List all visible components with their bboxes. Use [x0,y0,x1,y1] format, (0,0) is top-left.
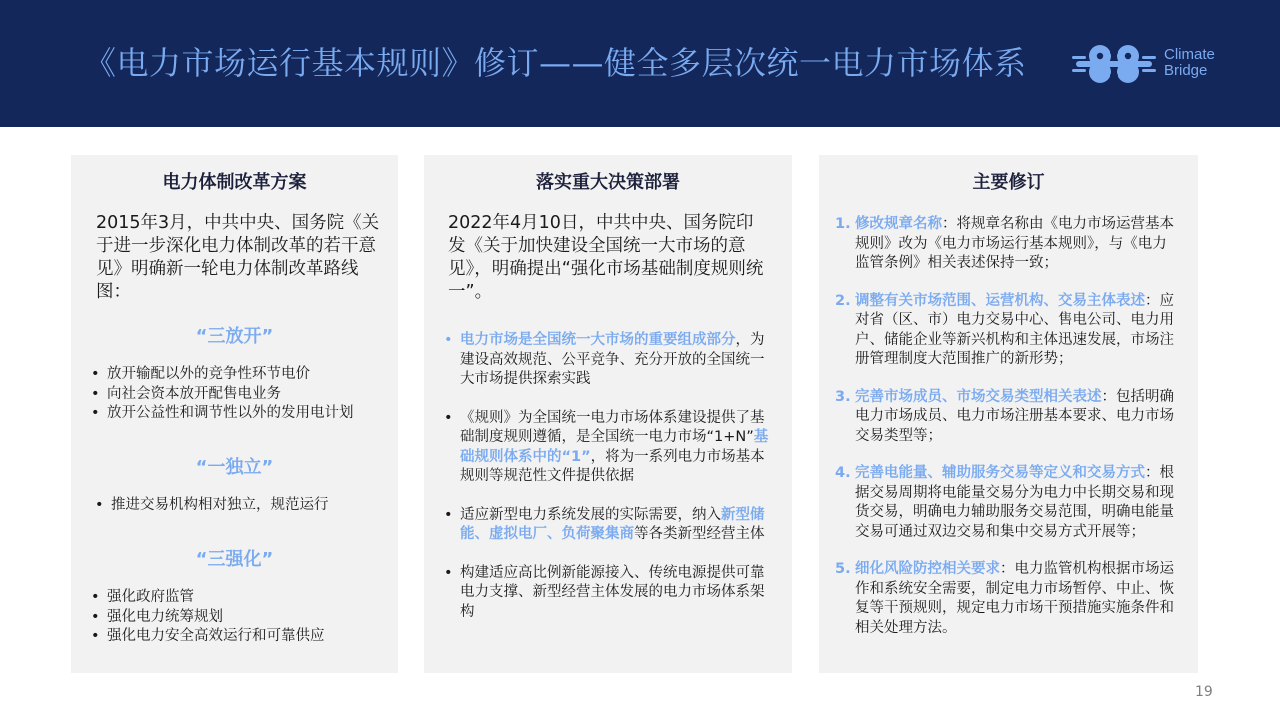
item-text: ：根据交易周期将电能量交易分为电力中长期交易和现货交易，明确电力辅助服务交易范围，明确电能量交易可通过双边交易和集中交易方式开展等； [855,465,1174,540]
item-text: ：电力监管机构根据市场运作和系统安全需要，制定电力市场暂停、中止、恢复等干预规则，规定电力市场干预措施实施条件和相关处理方法。 [855,561,1174,636]
item-number: 2. [835,292,851,309]
item-text: ：应对省（区、市）电力交易中心、售电公司、电力用户、储能企业等新兴机构和主体迅速发展，市场注册管理制度大范围推广的新形势； [855,292,1174,367]
list-one-independent [93,496,388,516]
list-three-open [89,365,389,424]
logo-text [1164,47,1215,79]
item-text: 等各类新型经营主体 [634,526,765,542]
item-number: 4. [835,465,851,481]
highlight-text: 完善市场成员、市场交易类型相关表述 [855,388,1102,405]
list-decisions [442,331,774,641]
item-text: ，为建设高效规范、公平竞争、充分开放的全国统一大市场提供探索实践 [460,332,765,387]
logo-line-1: Climate [1164,46,1215,63]
item-text: ：包括明确电力市场成员、电力市场注册基本要求、电力市场交易类型等； [855,388,1174,444]
panel-intro: 2022年4月10日，中共中央、国务院印发《关于加快建设全国统一大市场的意见》，明确提出“强化市场基础制度规则统一”。 [448,213,764,302]
list-item: • 构建适应高比例新能源接入、传统电源提供可靠电力支撑、新型经营主体发展的电力市场体系架构 [442,564,774,623]
list-revisions [835,215,1181,656]
list-item [835,292,1181,370]
highlight-text: 基础规则体系中的“1” [460,429,769,465]
header-banner [0,0,1280,127]
group-title-three-strengthen: “三强化” [195,549,274,570]
list-item: • 强化电力统筹规划 [89,608,389,628]
highlight-text: 细化风险防控相关要求 [855,561,1000,577]
list-item [835,388,1181,447]
panel-intro: 2015年3月，中共中央、国务院《关于进一步深化电力体制改革的若干意见》明确新一轮电力体制改革路线图： [96,213,380,302]
panel-heading: 主要修订 [972,172,1045,193]
list-item: • 放开输配以外的竞争性环节电价 [89,365,389,385]
item-text: ：将规章名称由《电力市场运营基本规则》改为《电力市场运行基本规则》，与《电力监管条例》相关表述保持一致； [855,216,1174,271]
group-title-one-independent: “一独立” [195,457,274,478]
item-text: 《规则》为全国统一电力市场体系建设提供了基础制度规则遵循，是全国统一电力市场“1+N” [460,409,765,445]
list-item [442,331,774,390]
highlight-text: 电力市场是全国统一大市场的重要组成部分 [460,332,736,348]
list-item [835,560,1181,638]
highlight-text: 调整有关市场范围、运营机构、交易主体表述 [855,292,1145,309]
list-item: • 强化政府监管 [89,588,389,608]
list-item: • 推进交易机构相对独立，规范运行 [93,496,388,516]
panel-reform-plan [71,155,398,673]
item-number: 5. [835,561,851,577]
list-item [442,409,774,487]
highlight-text: 完善电能量、辅助服务交易等定义和交易方式 [855,465,1145,481]
list-item: • 放开公益性和调节性以外的发用电计划 [89,404,389,424]
panel-heading: 落实重大决策部署 [536,172,680,193]
group-title-three-open: “三放开” [195,326,274,347]
list-item: • 强化电力安全高效运行和可靠供应 [89,627,389,647]
item-number: 1. [835,216,851,232]
slide-title: 《电力市场运行基本规则》修订——健全多层次统一电力市场体系 [84,44,1027,82]
climate-bridge-logo [1072,42,1232,86]
item-number: 3. [835,388,851,405]
logo-line-2: Bridge [1164,62,1208,79]
item-text: ，将为一系列电力市场基本规则等规范性文件提供依据 [460,448,765,484]
page-number: 19 [1195,684,1213,700]
panel-heading: 电力体制改革方案 [162,172,307,193]
panel-main-revisions [819,155,1198,673]
list-three-strengthen [89,588,389,647]
list-item [835,464,1181,542]
highlight-text: 新型储能、虚拟电厂、负荷聚集商 [460,506,765,542]
panel-major-decisions [424,155,792,673]
item-text: 适应新型电力系统发展的实际需要，纳入 [460,506,721,523]
highlight-text: 修改规章名称 [855,216,942,232]
list-item [442,506,774,545]
climate-bridge-logo-icon [1072,44,1156,84]
list-item: • 向社会资本放开配售电业务 [89,385,389,405]
list-item [835,215,1181,274]
